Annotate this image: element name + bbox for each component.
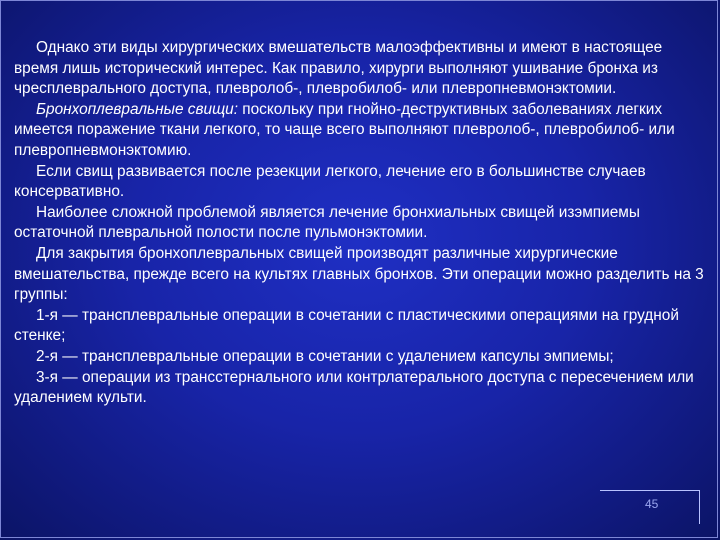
page-number: 45 — [645, 497, 659, 511]
paragraph-4: Наиболее сложной проблемой является лечение бронхиальных свищей изэмпиемы остаточной плевральной полости после пульмонэктомии. — [14, 203, 640, 242]
list-item-group-2: 2-я — трансплевральные операции в сочетании с удалением капсулы эмпиемы; — [36, 347, 614, 365]
list-item-group-3: 3-я — операции из трансстернального или контрлатерального доступа с пересечением или удалением культи. — [14, 368, 694, 407]
paragraph-1: Однако эти виды хирургических вмешательств малоэффективны и имеют в настоящее время лишь исторический интерес. Как правило, хирурги выполняют ушивание бронха из чресплеврального доступа, плевролоб-, плевробилоб- или плевропневмонэктомии. — [14, 39, 663, 98]
paragraph-3: Если свищ развивается после резекции легкого, лечение его в большинстве случаев консервативно. — [14, 162, 646, 201]
slide-text-body — [14, 38, 706, 409]
list-item-group-1: 1-я — трансплевральные операции в сочетании с пластическими операциями на грудной стенке; — [14, 306, 679, 345]
paragraph-2-text: поскольку при гнойно-деструктивных заболеваниях легких имеется поражение ткани легкого, то чаще всего выполняют плевролоб-, плевробилоб- или плевропневмонэктомию. — [14, 100, 675, 159]
paragraph-2-emphasis: Бронхоплевральные свищи: — [36, 100, 239, 118]
paragraph-5: Для закрытия бронхоплевральных свищей производят различные хирургические вмешательства, прежде всего на культях главных бронхов. Эти операции можно разделить на 3 группы: — [14, 244, 704, 304]
paragraph-2 — [14, 100, 706, 162]
